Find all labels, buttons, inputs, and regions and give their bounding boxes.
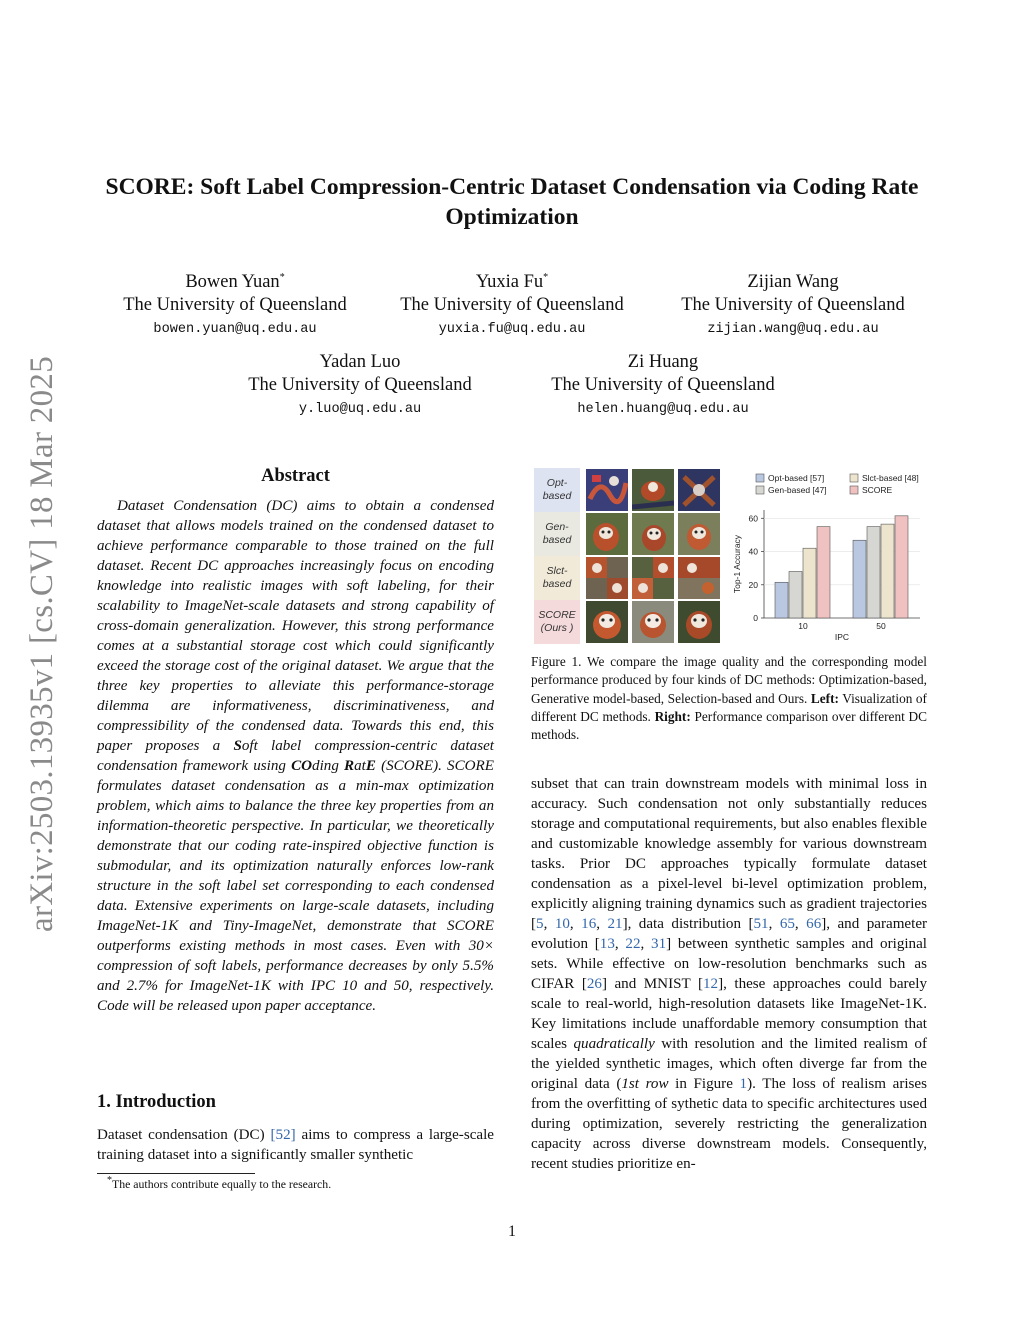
figure-row-slct [534, 556, 724, 600]
citation-link[interactable]: 5 [536, 916, 544, 932]
author-name: Bowen Yuan* [185, 271, 285, 292]
author-email[interactable]: y.luo@uq.edu.au [298, 402, 422, 417]
row-label: Gen- based [534, 512, 580, 556]
x-axis-label: IPC [834, 632, 850, 642]
legend-swatch [850, 486, 858, 494]
author-name: Yuxia Fu* [475, 271, 549, 292]
citation-link[interactable]: 12 [702, 976, 719, 992]
bar [817, 527, 830, 618]
footnote: *The authors contribute equally to the research. [107, 1175, 332, 1191]
sample-image [632, 557, 674, 599]
arxiv-stamp: arXiv:2503.13935v1 [cs.CV] 18 Mar 2025 [24, 356, 60, 932]
x-tick-label: 50 [876, 621, 886, 631]
footnote-rule [97, 1173, 255, 1174]
legend-label: SCORE [862, 485, 893, 495]
legend-label: Opt-based [57] [768, 473, 825, 483]
sample-image [678, 513, 720, 555]
citation-link[interactable]: 26 [586, 976, 602, 992]
legend-swatch [850, 474, 858, 482]
x-tick-label: 10 [798, 621, 808, 631]
y-tick-label: 0 [753, 613, 758, 623]
citation-link[interactable]: 51 [753, 916, 769, 932]
figure-link[interactable]: 1 [739, 1076, 748, 1092]
citation-link[interactable]: 21 [607, 916, 623, 932]
author-block [533, 351, 793, 421]
sample-image [678, 557, 720, 599]
figure-row-opt [534, 468, 724, 512]
author-email[interactable]: yuxia.fu@uq.edu.au [438, 322, 586, 337]
sample-image [586, 601, 628, 643]
figure-row-score [534, 600, 724, 644]
row-label: SCORE (Ours ) [534, 600, 580, 644]
sample-image [678, 469, 720, 511]
citation-link[interactable]: 22 [625, 936, 641, 952]
author-affiliation: The University of Queensland [248, 375, 472, 395]
bar [775, 582, 788, 618]
citation-link[interactable]: 13 [599, 936, 615, 952]
sample-image [586, 513, 628, 555]
y-tick-label: 20 [748, 579, 758, 590]
sample-image [632, 601, 674, 643]
y-tick-label: 60 [748, 513, 758, 524]
figure-bar-chart [728, 468, 928, 644]
abstract-text: Dataset Condensation (DC) aims to obtain a condensed dataset that allows models trained on the condensed dataset to achieve performance comparable to those trained on the full dataset. Recent DC approaches increasingly focus on encoding knowledge into realistic images with soft labeling, for their scalability to ImageNet-scale datasets and strong capability of cross-domain generalization. However, this strong performance comes at a substantial storage cost which could significantly exceed the storage cost of the original dataset. We argue that the three key properties to alleviate this performance-storage dilemma are informativeness, discriminativeness, and compressibility of the condensed data. Towards this end, this paper proposes a Soft label compression-centric dataset condensation framework using COding RatE (SCORE). SCORE formulates dataset condensation as a min-max optimization problem, which aims to balance the three key properties from an information-theoretic perspective. In particular, we theoretically demonstrate that our coding rate-inspired objective function is submodular, and its optimization naturally enforces low-rank structure in the soft label set corresponding to each condensed data. Extensive experiments on large-scale datasets, including ImageNet-1K and Tiny-ImageNet, demonstrate that SCORE outperforms existing methods in most cases. Even with 30× compression of soft labels, performance decreases by only 5.5% and 2.7% for ImageNet-1K with IPC 10 and 50, respectively. Code will be released upon paper acceptance. [97, 498, 495, 1014]
author-email[interactable]: bowen.yuan@uq.edu.au [153, 322, 317, 337]
author-block [230, 351, 490, 421]
author-affiliation: The University of Queensland [123, 295, 347, 315]
author-name: Zijian Wang [747, 272, 839, 292]
bar [789, 571, 802, 618]
author-email[interactable]: helen.huang@uq.edu.au [577, 402, 749, 417]
intro-paragraph-right: subset that can train downstream models with minimal loss in accuracy. Such condensation not only substantially reduces storage and computational requirements, but also enables flexible and customizable knowledge assembly for various downstream tasks. Prior DC approaches typically formulate dataset condensation as a pixel-level bi-level optimization problem, explicitly aligning training dynamics such as gradient trajectories [5, 10, 16, 21], data distribution [51, 65, 66], and parameter evolution [13, 22, 31] between synthetic samples and original sets. While effective on low-resolution benchmarks such as CIFAR [26] and MNIST [12], these approaches could barely scale to real-world, high-resolution datasets like ImageNet-1K. Key limitations include unaffordable memory consumption that scales quadratically with resolution and the limited realism of the yielded synthetic images, which often diverge far from the original data (1st row in Figure 1). The loss of realism arises from the overfitting of sythetic data to specific architectures used during optimization, severely restricting the generalization capacity across diverse downstream models. Consequently, recent studies prioritize en- [531, 776, 928, 1172]
abstract-heading: Abstract [261, 466, 330, 486]
citation-link[interactable]: 31 [651, 936, 667, 952]
figure-image-grid [534, 468, 724, 644]
chart-svg [728, 468, 928, 644]
legend-label: Slct-based [48] [862, 473, 919, 483]
citation-link[interactable]: [52] [270, 1127, 296, 1143]
figure-row-gen [534, 512, 724, 556]
intro-paragraph: Dataset condensation (DC) [52] aims to compress a large-scale training dataset into a significantly smaller synthetic [97, 1127, 494, 1163]
bar [853, 540, 866, 618]
legend-swatch [756, 486, 764, 494]
author-affiliation: The University of Queensland [551, 375, 775, 395]
citation-link[interactable]: 10 [554, 916, 570, 932]
legend-swatch [756, 474, 764, 482]
author-block [105, 271, 365, 341]
section-heading: 1. Introduction [97, 1092, 216, 1112]
citation-link[interactable]: 16 [581, 916, 597, 932]
y-axis-label: Top-1 Accuracy [732, 534, 742, 594]
sample-image [586, 469, 628, 511]
citation-link[interactable]: 66 [806, 916, 822, 932]
bar [867, 527, 880, 618]
author-affiliation: The University of Queensland [400, 295, 624, 315]
legend-label: Gen-based [47] [768, 485, 827, 495]
bar [803, 548, 816, 618]
bar [881, 524, 894, 618]
author-block [663, 271, 923, 341]
bar [895, 516, 908, 618]
sample-image [632, 513, 674, 555]
y-tick-label: 40 [748, 546, 758, 557]
author-name: Yadan Luo [319, 352, 401, 372]
author-name: Zi Huang [627, 352, 699, 372]
row-label: Slct- based [534, 556, 580, 600]
citation-link[interactable]: 65 [779, 916, 795, 932]
sample-image [678, 601, 720, 643]
author-affiliation: The University of Queensland [681, 295, 905, 315]
sample-image [586, 557, 628, 599]
author-email[interactable]: zijian.wang@uq.edu.au [707, 322, 879, 337]
sample-image [632, 469, 674, 511]
row-label: Opt- based [534, 468, 580, 512]
author-block [382, 271, 642, 341]
paper-title: SCORE: Soft Label Compression-Centric Dataset Condensation via Coding Rate Optimization [105, 174, 919, 230]
figure-caption: Figure 1. We compare the image quality and the corresponding model performance produced by four kinds of DC methods: Optimization-based, Generative model-based, Selection-based and Ours. Left: Visualization of different DC methods. Right: Performance comparison over different DC methods. [531, 654, 927, 743]
page-number: 1 [508, 1223, 516, 1240]
